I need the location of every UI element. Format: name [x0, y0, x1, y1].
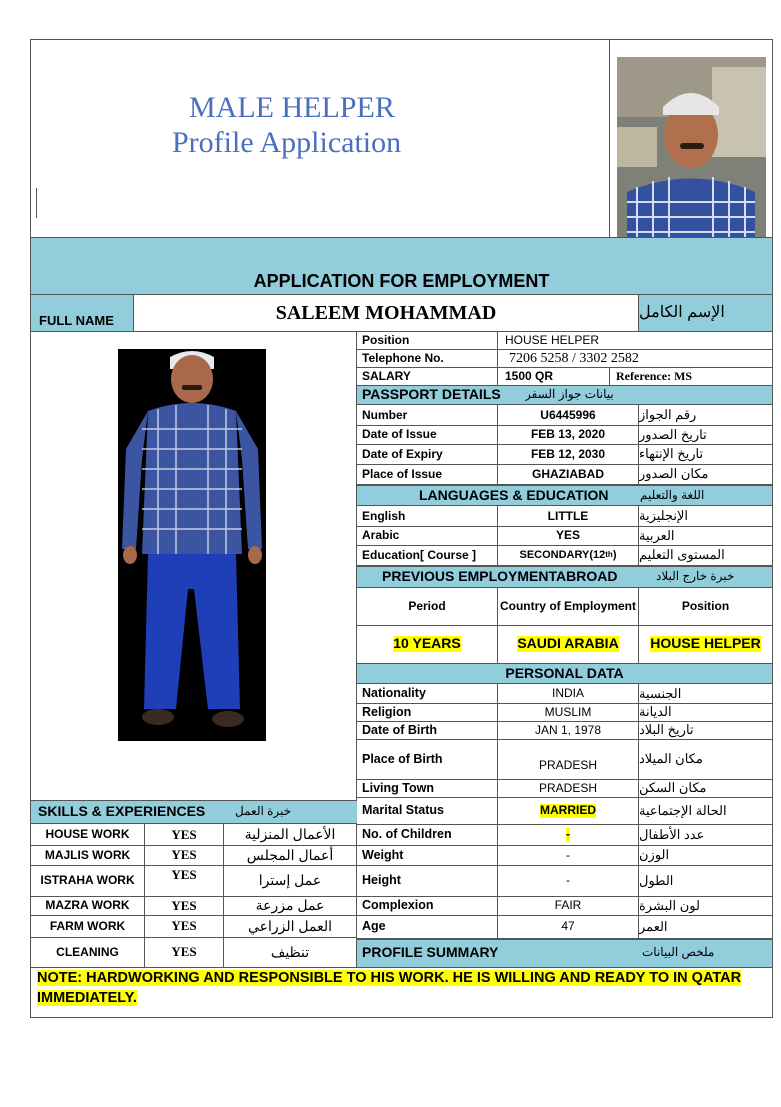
- skill-ar-5: تنظيف: [270, 943, 310, 960]
- skill-label-0: HOUSE WORK: [45, 827, 130, 842]
- column-divider: [223, 824, 224, 967]
- previous-employment-heading: PREVIOUS EMPLOYMENTABROAD: [382, 568, 618, 585]
- profile-summary-note-box: [37, 968, 769, 1008]
- title-male-helper: MALE HELPER: [189, 91, 395, 124]
- skill-ar-1: أعمال المجلس: [246, 846, 334, 863]
- skills-heading-ar: خبرة العمل: [235, 804, 292, 819]
- languages-value-2: [498, 546, 638, 565]
- passport-heading-ar: بيانات جواز السفر: [525, 387, 614, 402]
- personal-data-header: [357, 663, 772, 684]
- passport-heading: PASSPORT DETAILS: [362, 386, 501, 403]
- skill-label-2: ISTRAHA WORK: [40, 873, 135, 888]
- personal-value-10: 47: [561, 919, 575, 934]
- skill-label-3: MAZRA WORK: [45, 898, 130, 913]
- profile-summary-header: [357, 939, 772, 967]
- personal-label-7: Weight: [362, 847, 404, 862]
- education-value: SECONDARY(12: [519, 549, 606, 562]
- full-name-label-cell: [31, 295, 134, 331]
- full-name-ar-cell: [638, 295, 772, 331]
- salary-value: 1500 QR: [505, 368, 554, 383]
- reference-value: Reference: MS: [616, 368, 693, 383]
- employment-country: SAUDI ARABIA: [517, 635, 619, 652]
- personal-label-6: No. of Children: [362, 827, 452, 842]
- personal-ar-5: الحالة الإجتماعية: [639, 802, 727, 818]
- passport-ar-0: رقم الجواز: [639, 407, 697, 423]
- personal-label-10: Age: [362, 919, 386, 934]
- personal-ar-3: مكان الميلاد: [639, 751, 703, 767]
- skill-label-5: CLEANING: [56, 944, 119, 959]
- full-name-label: FULL NAME: [39, 313, 114, 328]
- languages-label-1: Arabic: [362, 528, 400, 543]
- col-position: Position: [681, 599, 730, 614]
- salary-label: SALARY: [362, 368, 411, 383]
- passport-value-0: U6445996: [540, 407, 596, 422]
- personal-label-5: Marital Status: [362, 803, 444, 818]
- personal-label-4: Living Town: [362, 780, 434, 795]
- personal-label-9: Complexion: [362, 898, 434, 913]
- full-name-label-ar: الإسم الكامل: [639, 304, 725, 322]
- education-sup: th: [605, 550, 613, 560]
- row-divider: [356, 938, 772, 939]
- column-divider: [497, 405, 498, 484]
- position-label: Position: [362, 332, 410, 347]
- skill-label-1: MAJLIS WORK: [44, 847, 131, 862]
- passport-ar-1: تاريخ الصدور: [639, 426, 707, 442]
- personal-value-0: INDIA: [551, 686, 584, 701]
- previous-employment-heading-ar: خبرة خارج البلاد: [656, 569, 735, 584]
- telephone-value: 7206 5258 / 3302 2582: [509, 350, 639, 366]
- personal-value-2: JAN 1, 1978: [534, 722, 602, 737]
- column-divider: [638, 405, 639, 484]
- education-value-end: ): [612, 549, 617, 562]
- personal-ar-9: لون البشرة: [639, 897, 700, 913]
- banner-label: APPLICATION FOR EMPLOYMENT: [253, 271, 550, 292]
- personal-value-text-6: -: [566, 827, 570, 842]
- languages-label-0: English: [362, 508, 406, 523]
- personal-label-1: Religion: [362, 704, 412, 719]
- passport-label-0: Number: [362, 407, 408, 422]
- application-form: [30, 39, 773, 1018]
- personal-ar-2: تاريخ البلاد: [639, 722, 694, 738]
- personal-data-heading: PERSONAL DATA: [505, 664, 624, 681]
- personal-value-3: PRADESH: [538, 757, 597, 772]
- title-profile-application: Profile Application: [172, 126, 402, 159]
- languages-label-2: Education[ Course ]: [362, 547, 477, 562]
- personal-value-1: MUSLIM: [544, 704, 592, 719]
- full-name-value: SALEEM MOHAMMAD: [275, 302, 497, 324]
- row-divider: [356, 565, 772, 566]
- skill-ar-0: الأعمال المنزلية: [244, 826, 336, 843]
- column-divider: [497, 684, 498, 938]
- col-country: Country of Employment: [499, 599, 636, 614]
- personal-value-4: PRADESH: [538, 780, 597, 795]
- telephone-label: Telephone No.: [362, 350, 444, 365]
- skill-ar-4: العمل الزراعي: [247, 917, 333, 934]
- personal-value-5: [498, 798, 638, 824]
- passport-label-1: Date of Issue: [362, 427, 437, 442]
- personal-label-2: Date of Birth: [362, 722, 437, 737]
- skills-heading: SKILLS & EXPERIENCES: [38, 803, 206, 820]
- passport-value-3: GHAZIABAD: [532, 466, 604, 481]
- personal-ar-4: مكان السكن: [639, 780, 707, 796]
- skills-header: [31, 800, 357, 824]
- skill-value-0: YES: [171, 826, 197, 842]
- personal-label-0: Nationality: [362, 686, 426, 701]
- skill-value-3: YES: [171, 897, 197, 913]
- languages-ar-1: العربية: [639, 527, 675, 543]
- position-value: HOUSE HELPER: [505, 332, 600, 347]
- skill-value-1: YES: [171, 847, 197, 863]
- profile-summary-heading-ar: ملخص البيانات: [642, 945, 715, 960]
- skill-label-4: FARM WORK: [49, 918, 126, 933]
- column-divider: [638, 506, 639, 565]
- profile-summary-note: NOTE: HARDWORKING AND RESPONSIBLE TO HIS WORK. HE IS WILLING AND READY TO IN QATAR IMMEDIATELY.: [37, 970, 742, 1006]
- profile-summary-heading: PROFILE SUMMARY: [362, 944, 499, 961]
- passport-ar-3: مكان الصدور: [639, 466, 709, 482]
- personal-value-7: -: [566, 847, 570, 862]
- personal-ar-0: الجنسية: [639, 685, 682, 701]
- column-divider: [497, 506, 498, 565]
- skill-ar-2: عمل إسترا: [258, 872, 322, 889]
- languages-heading-ar: اللغة والتعليم: [640, 487, 705, 502]
- languages-value-1: YES: [555, 528, 580, 543]
- row-divider: [356, 484, 772, 485]
- col-period: Period: [408, 599, 446, 614]
- languages-heading: LANGUAGES & EDUCATION: [419, 486, 609, 503]
- personal-value-8: -: [566, 873, 570, 888]
- application-banner: [31, 237, 772, 295]
- full-body-photo: [118, 349, 266, 741]
- personal-value-text-5: MARRIED: [540, 803, 596, 818]
- languages-header: [357, 485, 772, 506]
- skill-value-4: YES: [171, 918, 197, 934]
- skill-ar-3: عمل مزرعة: [255, 897, 325, 914]
- header-photo: [617, 57, 766, 237]
- column-divider: [144, 824, 145, 967]
- personal-ar-10: العمر: [639, 918, 668, 934]
- previous-employment-header: [357, 566, 772, 588]
- personal-value-6: [498, 825, 638, 845]
- languages-value-0: LITTLE: [547, 508, 589, 523]
- skill-value-5: YES: [171, 944, 197, 960]
- passport-label-2: Date of Expiry: [362, 446, 443, 461]
- languages-ar-2: المستوى التعليم: [639, 547, 725, 563]
- personal-ar-8: الطول: [639, 872, 674, 888]
- personal-ar-6: عدد الأطفال: [639, 826, 705, 842]
- personal-label-3: Place of Birth: [362, 751, 443, 766]
- passport-label-3: Place of Issue: [362, 466, 443, 481]
- employment-position: HOUSE HELPER: [650, 635, 761, 652]
- personal-label-8: Height: [362, 873, 401, 888]
- passport-ar-2: تاريخ الإنتهاء: [639, 446, 704, 462]
- languages-ar-0: الإنجليزية: [639, 508, 689, 524]
- skill-value-2: YES: [171, 867, 197, 882]
- column-divider: [638, 684, 639, 938]
- header-title-box: [31, 40, 610, 237]
- personal-ar-1: الديانة: [639, 704, 672, 720]
- passport-value-2: FEB 12, 2030: [530, 446, 606, 461]
- passport-value-1: FEB 13, 2020: [530, 427, 606, 442]
- employment-period: 10 YEARS: [393, 635, 461, 652]
- personal-value-9: FAIR: [554, 898, 582, 913]
- personal-ar-7: الوزن: [639, 847, 670, 863]
- passport-header: [357, 385, 772, 405]
